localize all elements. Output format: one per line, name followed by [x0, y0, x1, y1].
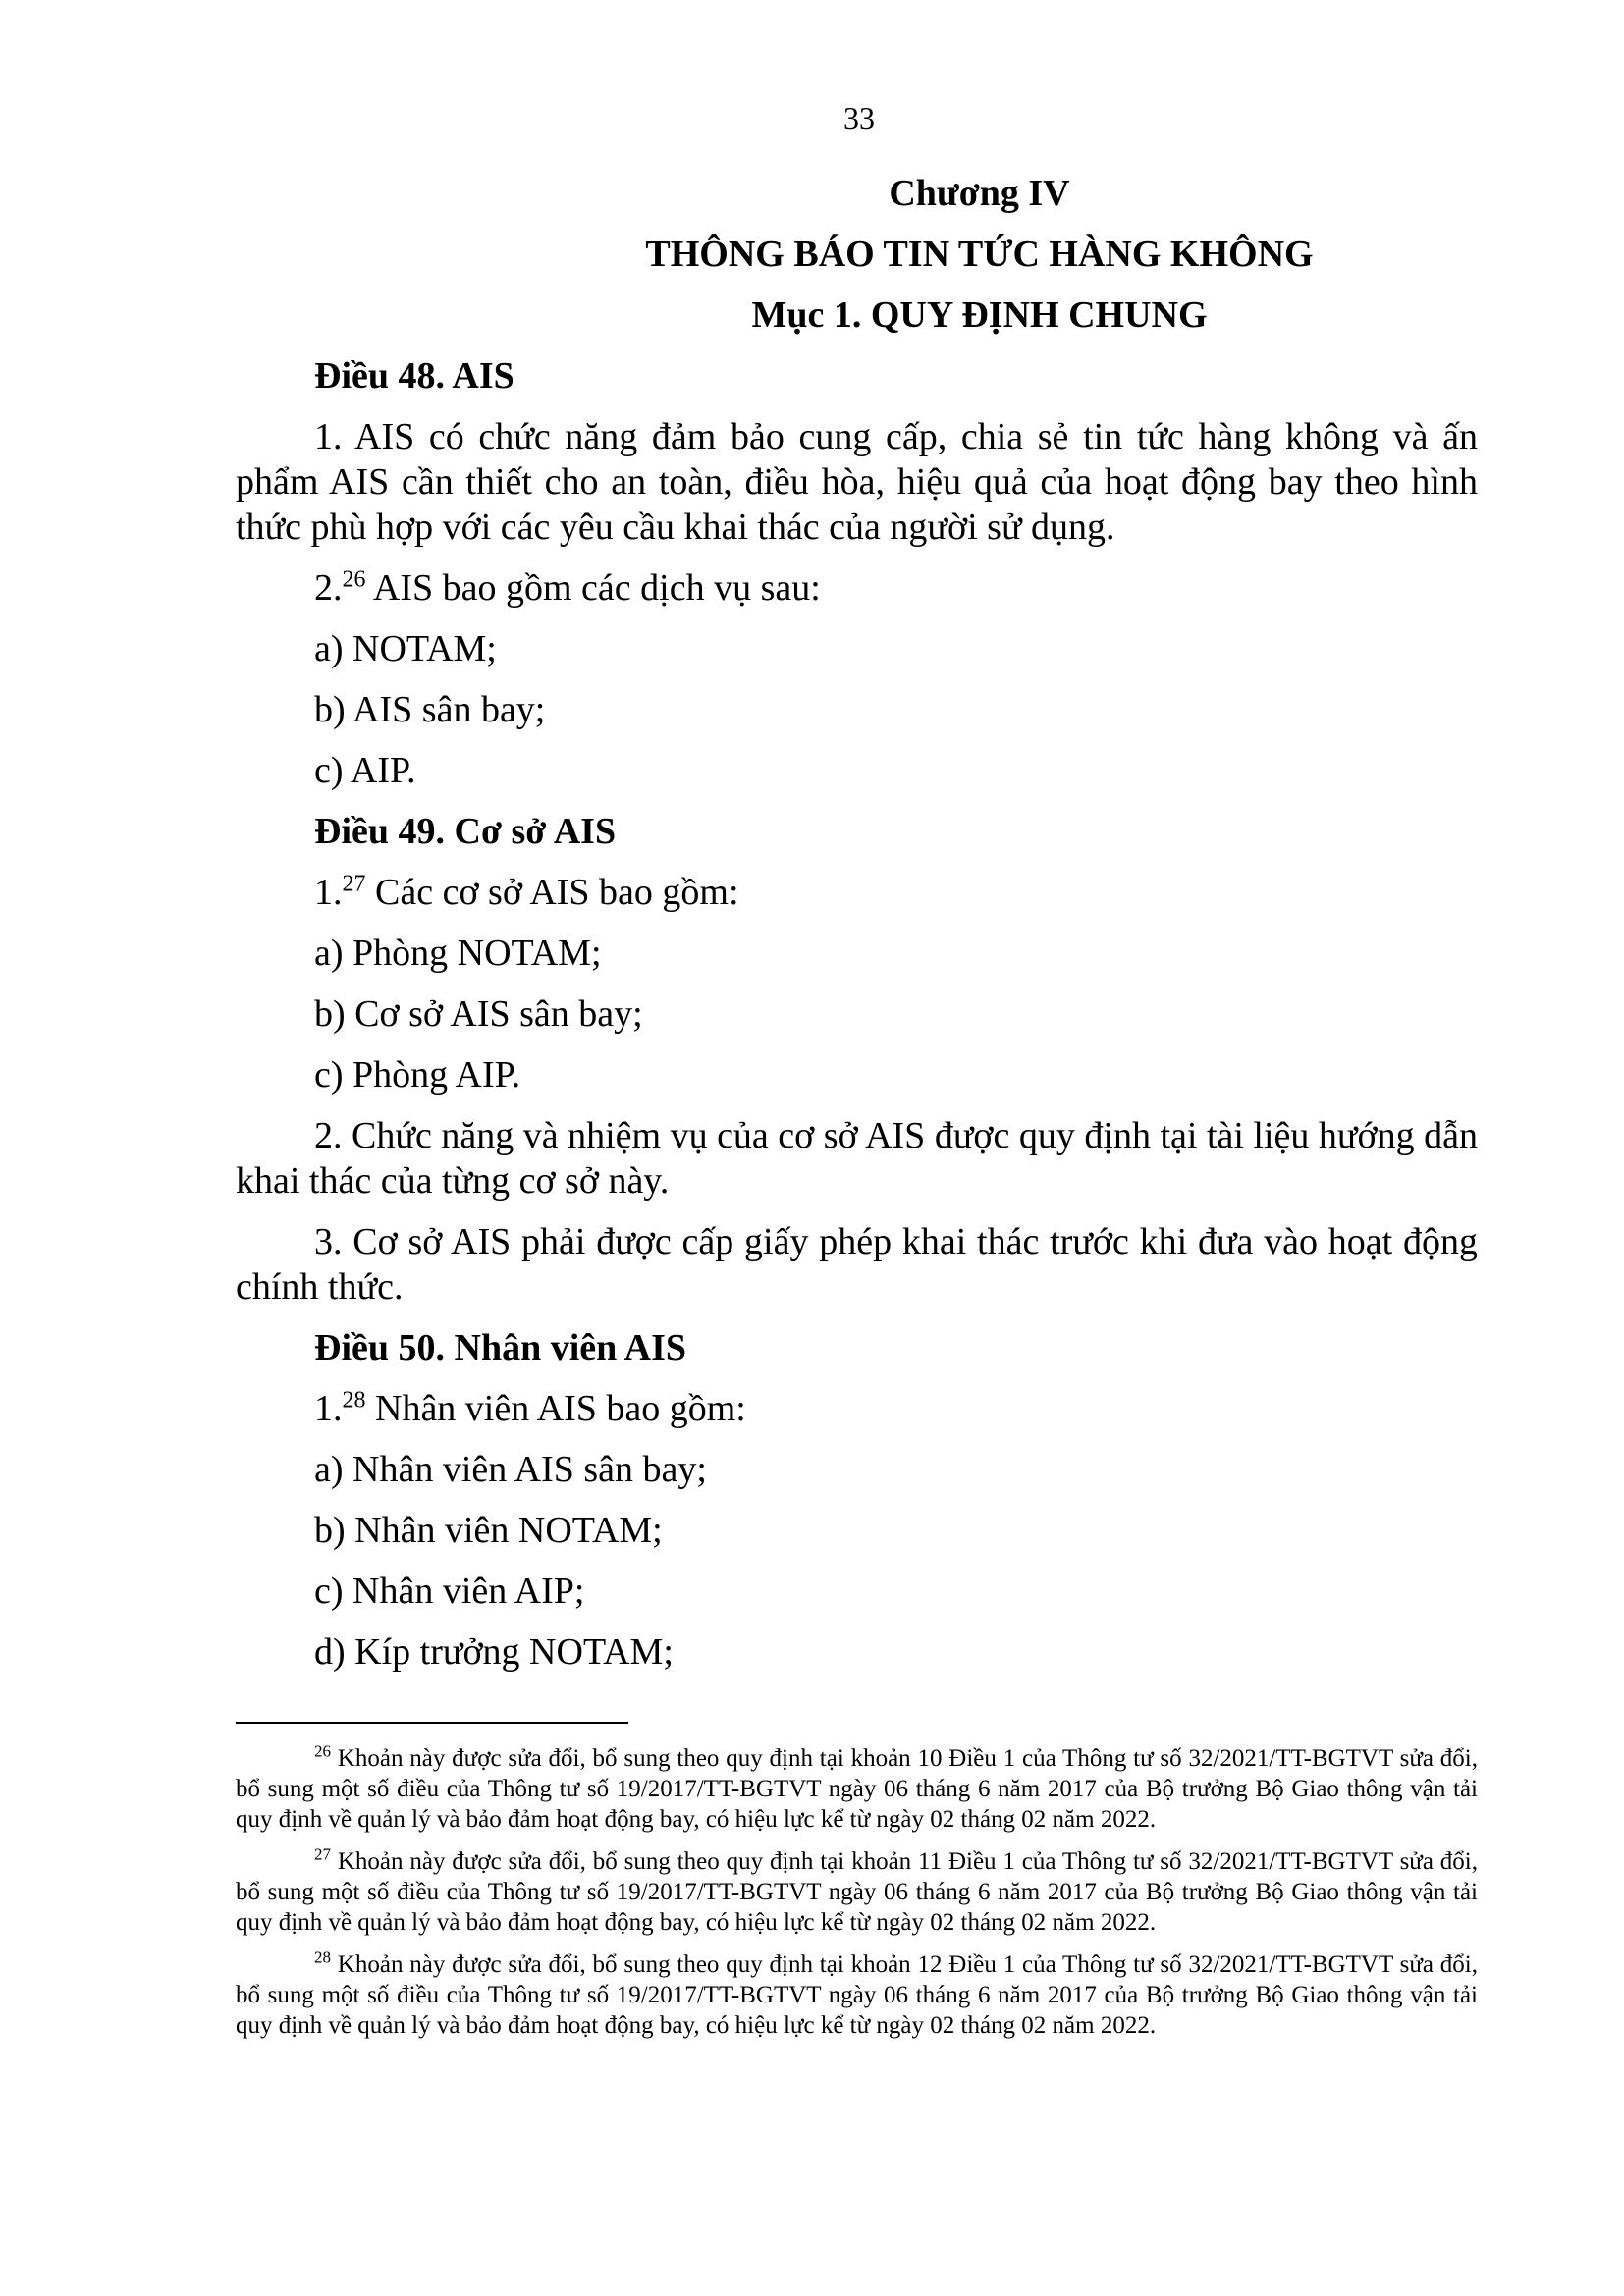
- footnote-27: [236, 1846, 1478, 1938]
- footnotes: [236, 1743, 1478, 2053]
- footnote-separator: [236, 1722, 628, 1724]
- chapter-heading: Chương IV: [889, 173, 1070, 214]
- footnote-number: 28: [314, 1948, 331, 1967]
- article-48-paragraph-2: [236, 565, 1478, 611]
- article-48-item: b) AIS sân bay;: [314, 689, 546, 730]
- article-49-paragraph-1: [236, 870, 1478, 915]
- paragraph-number: 1.: [314, 872, 343, 913]
- footnote-number: 26: [314, 1741, 331, 1761]
- paragraph-number: 2.: [314, 567, 343, 609]
- article-49-item: c) Phòng AIP.: [314, 1054, 521, 1095]
- footnote-text: Khoản này được sửa đổi, bổ sung theo quy định tại khoản 10 Điều 1 của Thông tư số 32/2021/TT-BGTVT sửa đổi, bổ sung một số điều của Thông tư số 19/2017/TT-BGTVT ngày 06 tháng 6 năm 2017 của Bộ trưởng Bộ Giao thông vận tải quy định về quản lý và bảo đảm hoạt động bay, có hiệu lực kể từ ngày 02 tháng 02 năm 2022.: [236, 1745, 1478, 1833]
- article-48-paragraph-1: 1. AIS có chức năng đảm bảo cung cấp, chia sẻ tin tức hàng không và ấn phẩm AIS cần thiết cho an toàn, điều hòa, hiệu quả của hoạt động bay theo hình thức phù hợp với các yêu cầu khai thác của người sử dụng.: [236, 416, 1478, 548]
- footnote-text: Khoản này được sửa đổi, bổ sung theo quy định tại khoản 11 Điều 1 của Thông tư số 32/2021/TT-BGTVT sửa đổi, bổ sung một số điều của Thông tư số 19/2017/TT-BGTVT ngày 06 tháng 6 năm 2017 của Bộ trưởng Bộ Giao thông vận tải quy định về quản lý và bảo đảm hoạt động bay, có hiệu lực kể từ ngày 02 tháng 02 năm 2022.: [236, 1848, 1478, 1936]
- article-48-title: Điều 48. AIS: [314, 355, 514, 397]
- article-49-item: b) Cơ sở AIS sân bay;: [314, 993, 643, 1035]
- footnote-ref-28[interactable]: 28: [342, 1387, 366, 1414]
- article-49-item: a) Phòng NOTAM;: [314, 933, 602, 974]
- footnote-26: [236, 1743, 1478, 1835]
- footnote-28: [236, 1949, 1478, 2041]
- paragraph-text: Các cơ sở AIS bao gồm:: [365, 872, 739, 913]
- article-49-paragraph-3: 3. Cơ sở AIS phải được cấp giấy phép khai thác trước khi đưa vào hoạt động chính thức.: [236, 1221, 1478, 1308]
- article-48-item: c) AIP.: [314, 750, 416, 791]
- article-49-paragraph-2: 2. Chức năng và nhiệm vụ của cơ sở AIS được quy định tại tài liệu hướng dẫn khai thác của từng cơ sở này.: [236, 1115, 1478, 1201]
- paragraph-text: Nhân viên AIS bao gồm:: [365, 1388, 746, 1429]
- paragraph-number: 1.: [314, 1388, 343, 1429]
- article-50-item: c) Nhân viên AIP;: [314, 1571, 585, 1612]
- article-50-paragraph-1: [236, 1386, 1478, 1431]
- article-48-item: a) NOTAM;: [314, 628, 497, 669]
- article-50-item: b) Nhân viên NOTAM;: [314, 1510, 663, 1551]
- article-50-item: d) Kíp trưởng NOTAM;: [314, 1631, 674, 1673]
- footnote-ref-27[interactable]: 27: [342, 871, 366, 897]
- article-50-title: Điều 50. Nhân viên AIS: [314, 1327, 687, 1368]
- article-49-title: Điều 49. Cơ sở AIS: [314, 811, 617, 852]
- paragraph-text: AIS bao gồm các dịch vụ sau:: [365, 567, 821, 609]
- footnote-text: Khoản này được sửa đổi, bổ sung theo quy định tại khoản 12 Điều 1 của Thông tư số 32/2021/TT-BGTVT sửa đổi, bổ sung một số điều của Thông tư số 19/2017/TT-BGTVT ngày 06 tháng 6 năm 2017 của Bộ trưởng Bộ Giao thông vận tải quy định về quản lý và bảo đảm hoạt động bay, có hiệu lực kể từ ngày 02 tháng 02 năm 2022.: [236, 1951, 1478, 2039]
- footnote-number: 27: [314, 1844, 331, 1864]
- chapter-title: THÔNG BÁO TIN TỨC HÀNG KHÔNG: [645, 234, 1314, 275]
- article-50-item: a) Nhân viên AIS sân bay;: [314, 1449, 707, 1490]
- page-number: 33: [843, 100, 875, 135]
- section-title: Mục 1. QUY ĐỊNH CHUNG: [751, 294, 1208, 336]
- footnote-ref-26[interactable]: 26: [342, 566, 366, 593]
- document-body: [236, 167, 1478, 1675]
